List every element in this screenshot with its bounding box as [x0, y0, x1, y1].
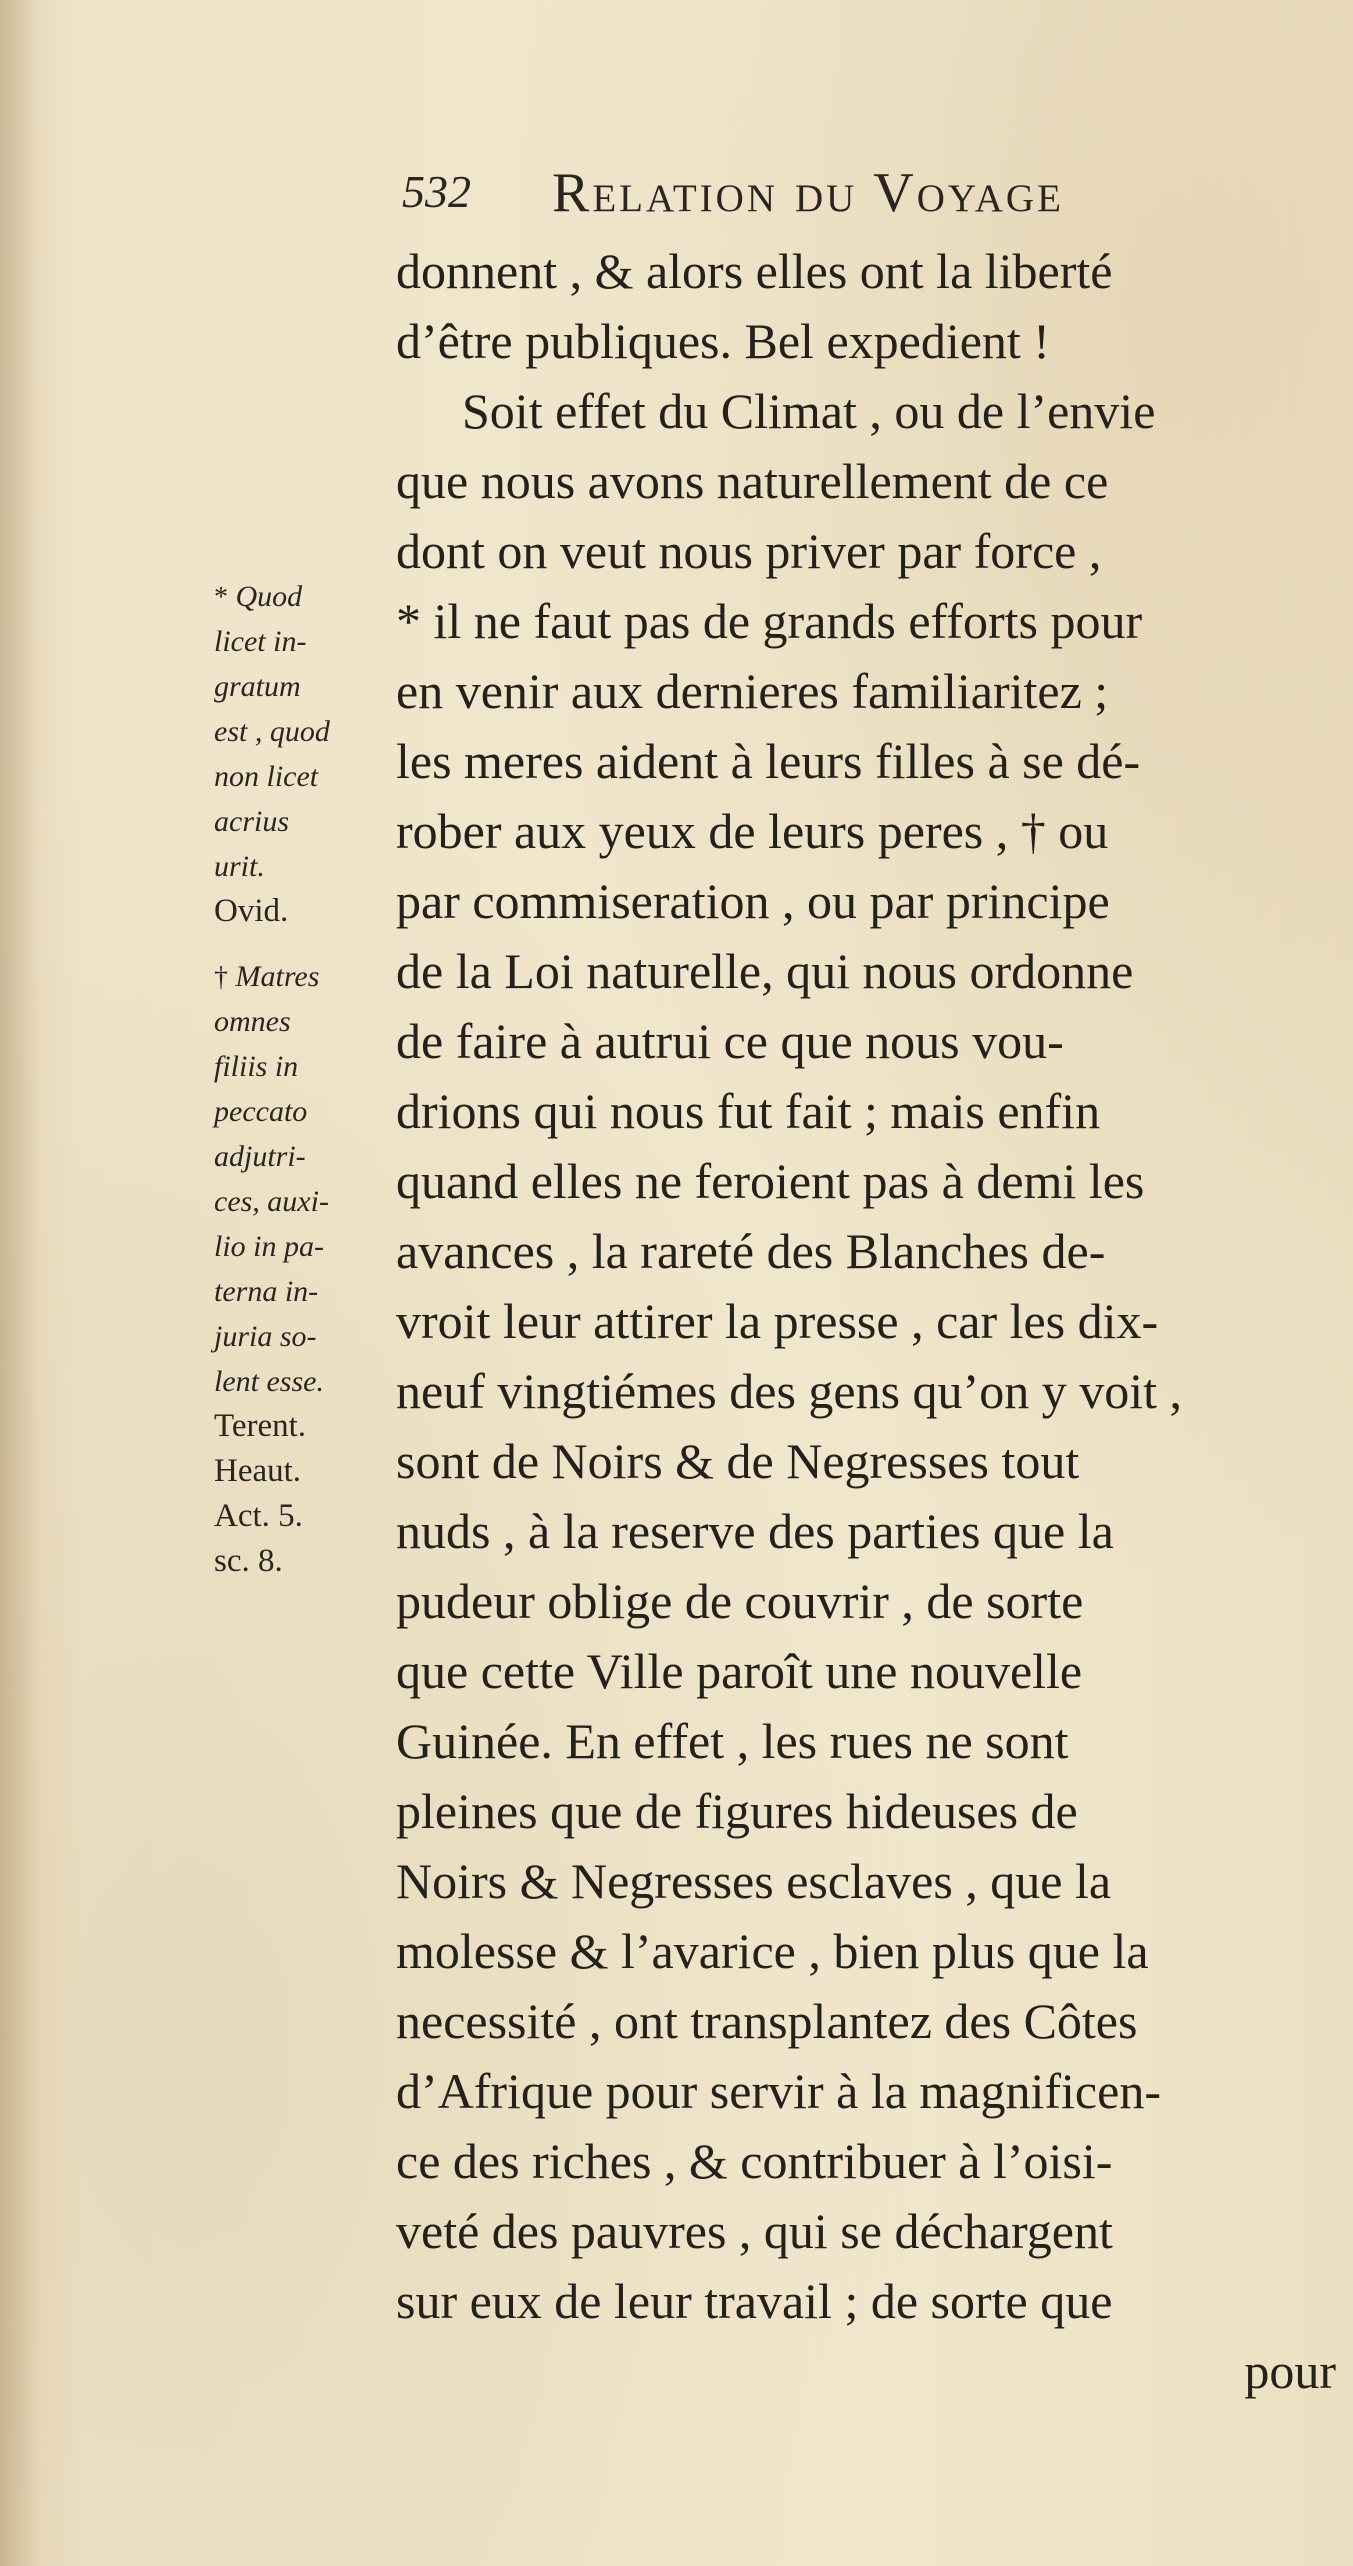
- margin-note-line: adjutri-: [214, 1140, 306, 1173]
- text-line: de faire à autrui ce que nous vou-: [396, 1013, 1064, 1069]
- text-line: en venir aux dernieres familiaritez ;: [396, 663, 1109, 719]
- text-line: Noirs & Negresses esclaves , que la: [396, 1853, 1112, 1909]
- text-line: Guinée. En effet , les rues ne sont: [396, 1713, 1069, 1769]
- margin-note-source: Ovid.: [214, 893, 289, 929]
- text-line: pleines que de figures hideuses de: [396, 1783, 1078, 1839]
- margin-note-line: peccato: [214, 1095, 308, 1128]
- margin-note-source: sc. 8.: [214, 1543, 283, 1579]
- text-line: necessité , ont transplantez des Côtes: [396, 1993, 1138, 2049]
- text-line: nuds , à la reserve des parties que la: [396, 1503, 1114, 1559]
- margin-note-line: ces, auxi-: [214, 1185, 329, 1218]
- text-line: veté des pauvres , qui se déchargent: [396, 2203, 1113, 2259]
- margin-note-line: terna in-: [214, 1275, 319, 1308]
- margin-note-line: lio in pa-: [214, 1230, 324, 1263]
- margin-note-line: est , quod: [214, 715, 330, 748]
- body-text: [396, 236, 1346, 2406]
- text-line: les meres aident à leurs filles à se dé-: [396, 733, 1141, 789]
- text-line: avances , la rareté des Blanches de-: [396, 1223, 1106, 1279]
- text-line: drions qui nous fut fait ; mais enfin: [396, 1083, 1101, 1139]
- text-line: pudeur oblige de couvrir , de sorte: [396, 1573, 1084, 1629]
- text-line: molesse & l’avarice , bien plus que la: [396, 1923, 1149, 1979]
- margin-note-line: non licet: [214, 760, 319, 793]
- margin-note-line: licet in-: [214, 625, 307, 658]
- margin-note-source: Heaut.: [214, 1453, 302, 1489]
- margin-note-text: Matres: [235, 960, 320, 993]
- text-line: que cette Ville paroît une nouvelle: [396, 1643, 1083, 1699]
- text-line: sont de Noirs & de Negresses tout: [396, 1433, 1080, 1489]
- asterisk-mark: *: [214, 582, 228, 613]
- text-line: de la Loi naturelle, qui nous ordonne: [396, 943, 1134, 999]
- text-line: neuf vingtiémes des gens qu’on y voit ,: [396, 1363, 1182, 1419]
- text-line: dont on veut nous priver par force ,: [396, 523, 1102, 579]
- text-line: * il ne faut pas de grands efforts pour: [396, 593, 1143, 649]
- margin-note-text: Quod: [235, 580, 303, 613]
- margin-note-line: urit.: [214, 850, 265, 883]
- running-head: [402, 162, 1262, 231]
- text-line: par commiseration , ou par principe: [396, 873, 1110, 929]
- text-line: d’être publiques. Bel expedient !: [396, 313, 1050, 369]
- text-line: d’Afrique pour servir à la magnificen-: [396, 2063, 1161, 2119]
- margin-note-line: lent esse.: [214, 1365, 324, 1398]
- margin-note-gap: [214, 934, 404, 954]
- margin-note-line: juria so-: [214, 1320, 317, 1353]
- text-line: vroit leur attirer la presse , car les dix-: [396, 1293, 1159, 1349]
- catchword: pour: [1244, 2343, 1336, 2399]
- text-line: Soit effet du Climat , ou de l’envie: [462, 383, 1156, 439]
- text-line: rober aux yeux de leurs peres , † ou: [396, 803, 1109, 859]
- margin-note-line: filiis in: [214, 1050, 299, 1083]
- text-line: donnent , & alors elles ont la liberté: [396, 243, 1113, 299]
- margin-note-line: acrius: [214, 805, 289, 838]
- dagger-mark: †: [214, 962, 228, 993]
- margin-note-line: [214, 574, 404, 619]
- text-line: sur eux de leur travail ; de sorte que: [396, 2273, 1113, 2329]
- margin-note-line: [214, 954, 404, 999]
- text-line: quand elles ne feroient pas à demi les: [396, 1153, 1145, 1209]
- margin-note-source: Act. 5.: [214, 1498, 303, 1534]
- gutter-shadow: [0, 0, 40, 2566]
- margin-note-source: Terent.: [214, 1408, 307, 1444]
- margin-notes: [214, 574, 404, 1584]
- margin-note-line: gratum: [214, 670, 301, 703]
- text-line: que nous avons naturellement de ce: [396, 453, 1109, 509]
- margin-note-line: omnes: [214, 1005, 291, 1038]
- text-line: ce des riches , & contribuer à l’oisi-: [396, 2133, 1113, 2189]
- page-number: 532: [402, 166, 471, 217]
- running-title: Relation du Voyage: [552, 162, 1064, 224]
